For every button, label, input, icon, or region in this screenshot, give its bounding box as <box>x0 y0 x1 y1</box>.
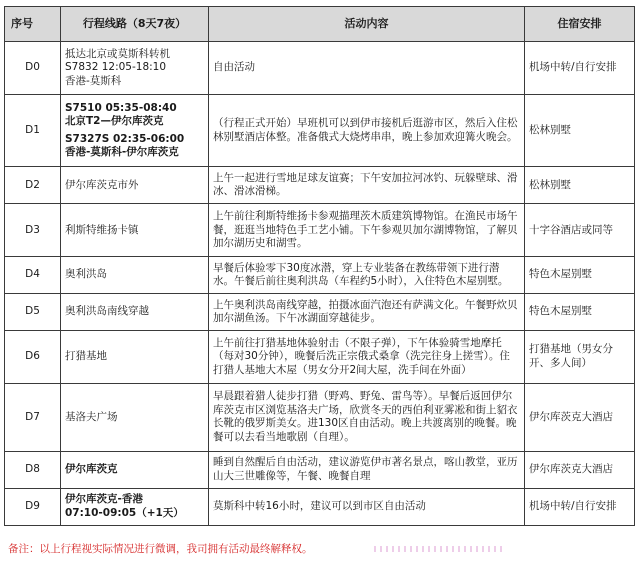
route-cell <box>61 257 209 294</box>
table-row <box>5 257 635 294</box>
route-line: S7327S 02:35-06:00 <box>65 132 185 145</box>
route-line: 抵达北京或莫斯科转机 <box>65 47 170 60</box>
route-cell <box>61 383 209 451</box>
day-cell: D0 <box>5 42 61 95</box>
header-day: 序号 <box>5 7 61 42</box>
table-header-row <box>5 7 635 42</box>
activity-cell: 早餐后体验零下30度冰潜，穿上专业装备在教练带领下进行潜水。午餐后前往奥利洪岛（车程约5小时），入住特色木屋别墅。 <box>209 257 525 294</box>
activity-cell: 上午前往利斯特维扬卡参观描理茨木质建筑博物馆。在渔民市场午餐，逛逛当地特色手工艺小铺。下午参观贝加尔湖博物馆，了解贝加尔湖历史和湖雪。 <box>209 204 525 257</box>
activity-cell: 自由活动 <box>209 42 525 95</box>
hotel-cell: 特色木屋别墅 <box>525 294 635 331</box>
route-line: S7832 12:05-18:10 <box>65 61 167 74</box>
route-line: 基洛夫广场 <box>65 410 118 423</box>
table-row <box>5 204 635 257</box>
day-cell: D2 <box>5 167 61 204</box>
day-cell: D7 <box>5 383 61 451</box>
hotel-cell: 特色木屋别墅 <box>525 257 635 294</box>
table-row <box>5 488 635 525</box>
route-line: 利斯特维扬卡镇 <box>65 223 139 236</box>
activity-cell: 莫斯科中转16小时，建议可以到市区自由活动 <box>209 488 525 525</box>
table-row <box>5 94 635 167</box>
route-line: 伊尔库茨克 <box>65 463 118 476</box>
route-cell <box>61 167 209 204</box>
day-cell: D3 <box>5 204 61 257</box>
hotel-cell: 伊尔库茨克大酒店 <box>525 383 635 451</box>
route-cell <box>61 331 209 384</box>
table-row <box>5 167 635 204</box>
day-cell: D5 <box>5 294 61 331</box>
route-line: 北京T2—伊尔库茨克 <box>65 115 164 128</box>
route-line: S7510 05:35-08:40 <box>65 101 177 114</box>
route-line: 奥利洪岛南线穿越 <box>65 305 149 318</box>
route-line: 香港-莫斯科-伊尔库茨克 <box>65 146 179 159</box>
activity-cell: 早晨跟着猎人徒步打猎（野鸡、野兔、雷鸟等）。早餐后返回伊尔库茨克市区浏览基洛夫广场，欣赏冬天的西伯利亚雾凇和街上貂衣长靴的俄罗斯美女。进130区自由活动。晚上共渡离别的晚餐。晚餐可以去看当地歌剧（自理）。 <box>209 383 525 451</box>
route-line: 奥利洪岛 <box>65 268 107 281</box>
itinerary-table <box>4 6 635 526</box>
route-line: 打猎基地 <box>65 350 107 363</box>
route-line: 香港-莫斯科 <box>65 74 122 87</box>
route-cell <box>61 42 209 95</box>
header-hotel: 住宿安排 <box>525 7 635 42</box>
table-row <box>5 294 635 331</box>
route-cell <box>61 451 209 488</box>
route-line: 伊尔库茨克市外 <box>65 178 139 191</box>
hotel-cell: 机场中转/自行安排 <box>525 488 635 525</box>
route-line: 伊尔库茨克-香港 <box>65 493 143 506</box>
route-cell <box>61 488 209 525</box>
day-cell: D1 <box>5 94 61 167</box>
activity-cell: 上午奥利洪岛南线穿越，拍摄冰面汽泡还有萨满文化。午餐野炊贝加尔湖鱼汤。下午冰湖面穿越徒步。 <box>209 294 525 331</box>
table-row <box>5 42 635 95</box>
table-row <box>5 331 635 384</box>
route-cell <box>61 204 209 257</box>
activity-cell: 睡到自然醒后自由活动，建议游览伊市著名景点，喀山教堂，亚历山大三世雕像等，午餐、晚餐自理 <box>209 451 525 488</box>
activity-cell: （行程正式开始）早班机可以到伊市接机后逛游市区，然后入住松林别墅酒店体整。准备俄式大烧烤串串，晚上参加欢迎篝火晚会。 <box>209 94 525 167</box>
header-activity: 活动内容 <box>209 7 525 42</box>
route-cell <box>61 294 209 331</box>
activity-cell: 上午一起进行雪地足球友谊赛；下午安加拉河冰钓、玩躲壁球、滑冰、滑冰滑梯。 <box>209 167 525 204</box>
route-line: 07:10-09:05（+1天） <box>65 506 184 519</box>
table-row <box>5 383 635 451</box>
day-cell: D9 <box>5 488 61 525</box>
table-row <box>5 451 635 488</box>
hotel-cell: 松林别墅 <box>525 94 635 167</box>
day-cell: D8 <box>5 451 61 488</box>
activity-cell: 上午前往打猎基地体验射击（不限子弹），下午体验骑雪地摩托（每对30分钟），晚餐后洗正宗俄式桑拿（洗完往身上搓雪）。住打猎人基地大木屋（男女分开2间大屋，洗手间在外面） <box>209 331 525 384</box>
hotel-cell: 打猎基地（男女分开、多人间） <box>525 331 635 384</box>
decorative-dots <box>374 546 504 552</box>
header-route: 行程线路（8天7夜） <box>61 7 209 42</box>
day-cell: D4 <box>5 257 61 294</box>
hotel-cell: 伊尔库茨克大酒店 <box>525 451 635 488</box>
hotel-cell: 十字谷酒店或同等 <box>525 204 635 257</box>
footnote: 备注：以上行程视实际情况进行微调，我司拥有活动最终解释权。 <box>8 543 313 555</box>
route-cell <box>61 94 209 167</box>
hotel-cell: 松林别墅 <box>525 167 635 204</box>
hotel-cell: 机场中转/自行安排 <box>525 42 635 95</box>
day-cell: D6 <box>5 331 61 384</box>
